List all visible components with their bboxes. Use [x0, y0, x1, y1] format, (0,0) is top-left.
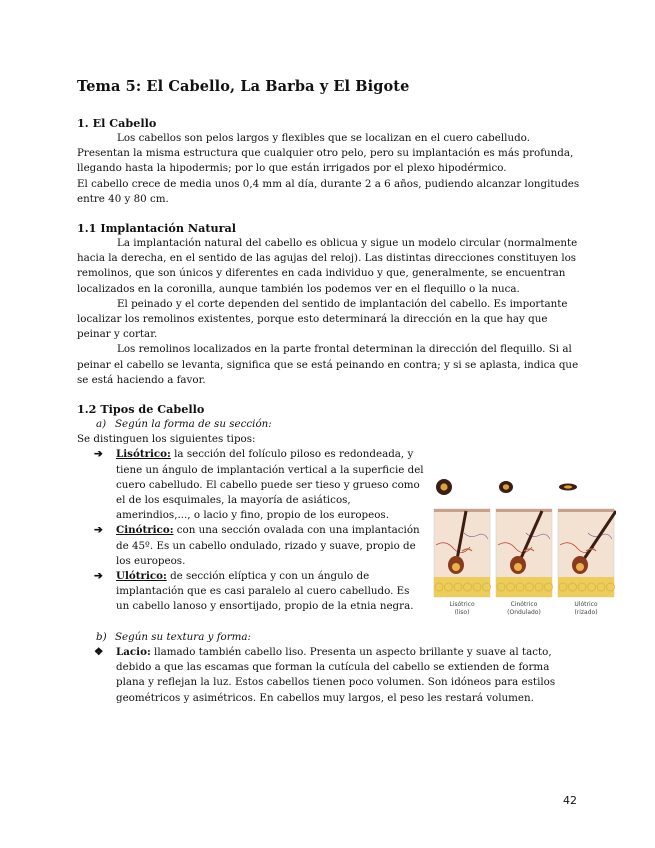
paragraph: El cabello crece de media unos 0,4 mm al día, durante 2 a 6 años, pudiendo alcanzar longitudes entre 40 y 80 cm. [77, 177, 580, 205]
hair-types-figure [432, 473, 616, 625]
subheading-label: a) [96, 418, 107, 431]
hair-textures-list [77, 645, 574, 706]
figure-caption [558, 601, 614, 617]
figure-caption-sub: (rizado) [574, 609, 598, 616]
section-heading-cabello: 1. El Cabello [77, 116, 157, 130]
hair-types-list [77, 447, 424, 614]
arrow-bullet-icon: ➔ [94, 448, 103, 461]
list-term: Lisótrico: [116, 448, 171, 461]
hair-cross-section-core [440, 483, 447, 490]
figure-caption [496, 601, 552, 617]
arrow-bullet-icon: ➔ [94, 570, 103, 583]
figure-caption-name: Ulótrico [574, 601, 598, 608]
figure-caption-sub: (liso) [454, 609, 470, 616]
dermal-papilla [514, 563, 522, 571]
paragraph: La implantación natural del cabello es oblicua y sigue un modelo circular (normalmente hacia la derecha, en el sentido de las agujas del reloj). Las distintas direcciones constituyen los remolinos, que son únicos y diferentes en cada individuo y que, generalmente, se encuentran localizados en la coronilla, aunque también los podemos ver en el flequillo o la nuca. [77, 237, 578, 295]
subheading-text: Según la forma de su sección: [115, 418, 272, 431]
list-item [94, 523, 424, 569]
list-text: de sección elíptica y con un ángulo de implantación que es casi paralelo al cuero cabelludo. Es un cabello lanoso y ensortijado, propio de la etnia negra. [116, 570, 414, 613]
subheading-text: Según su textura y forma: [115, 630, 252, 643]
epidermis-layer [558, 509, 614, 512]
dermal-papilla [576, 563, 584, 571]
list-item [94, 569, 424, 615]
section-heading-implantacion: 1.1 Implantación Natural [77, 221, 237, 236]
page-title: Tema 5: El Cabello, La Barba y El Bigote [77, 78, 410, 95]
list-text: llamado también cabello liso. Presenta un aspecto brillante y suave al tacto, debido a que las escamas que forman la cutícula del cabello se extienden de forma plana y reflejan la luz. Estos cabellos tienen poco volumen. Son idóneos para estilos geométricos y asimétricos. En cabellos muy largos, el peso les restará volumen. [116, 645, 556, 704]
subheading-seccion [77, 417, 583, 432]
list-text: la sección del folículo piloso es redondeada, y tiene un ángulo de implantación vertical a la superficie del cuero cabelludo. El cabello puede ser tieso y grueso como el de los esquimales, la mayoría de asiáticos, amerindios,..., o lacio y fino, propio de los europeos. [116, 448, 424, 522]
paragraph: Los cabellos son pelos largos y flexibles que se localizan en el cuero cabelludo. Presentan la misma estructura que cualquier otro pelo, pero su implantación es más profunda, llegando hasta la hipodermis; por lo que están irrigados por el plexo hipodérmico. [77, 132, 574, 175]
arrow-bullet-icon: ➔ [94, 524, 103, 537]
hair-cross-section-core [503, 484, 509, 489]
section-heading-tipos: 1.2 Tipos de Cabello [77, 402, 205, 417]
figure-caption-sub: (Ondulado) [507, 609, 541, 616]
page-number: 42 [563, 794, 577, 807]
figure-caption-name: Lisótrico [449, 601, 475, 608]
figure-caption [434, 601, 490, 617]
paragraph: Se distinguen los siguientes tipos: [77, 433, 256, 446]
paragraph: El peinado y el corte dependen del sentido de implantación del cabello. Es importante localizar los remolinos existentes, porque esto determinará la dirección en la que hay que peinar y cortar. [77, 297, 568, 341]
epidermis-layer [434, 509, 490, 512]
hair-cross-section-core [564, 485, 572, 488]
list-item [94, 645, 574, 706]
figure-caption-name: Cinótrico [510, 601, 538, 608]
paragraph: Los remolinos localizados en la parte frontal determinan la dirección del flequillo. Si al peinar el cabello se levanta, significa que se está peinando en contra; y si se aplasta, indica que se está haciendo a favor. [77, 343, 579, 386]
subheading-textura [77, 630, 583, 645]
subheading-label: b) [96, 630, 107, 643]
list-term: Ulótrico: [116, 570, 167, 583]
epidermis-layer [496, 509, 552, 512]
diamond-bullet-icon: ❖ [94, 645, 104, 658]
list-term: Lacio: [116, 645, 151, 658]
list-text: con una sección ovalada con una implantación de 45º. Es un cabello ondulado, rizado y suave, propio de los europeos. [116, 524, 420, 567]
list-item [94, 447, 424, 523]
list-term: Cinótrico: [116, 524, 174, 537]
dermal-papilla [452, 563, 460, 571]
